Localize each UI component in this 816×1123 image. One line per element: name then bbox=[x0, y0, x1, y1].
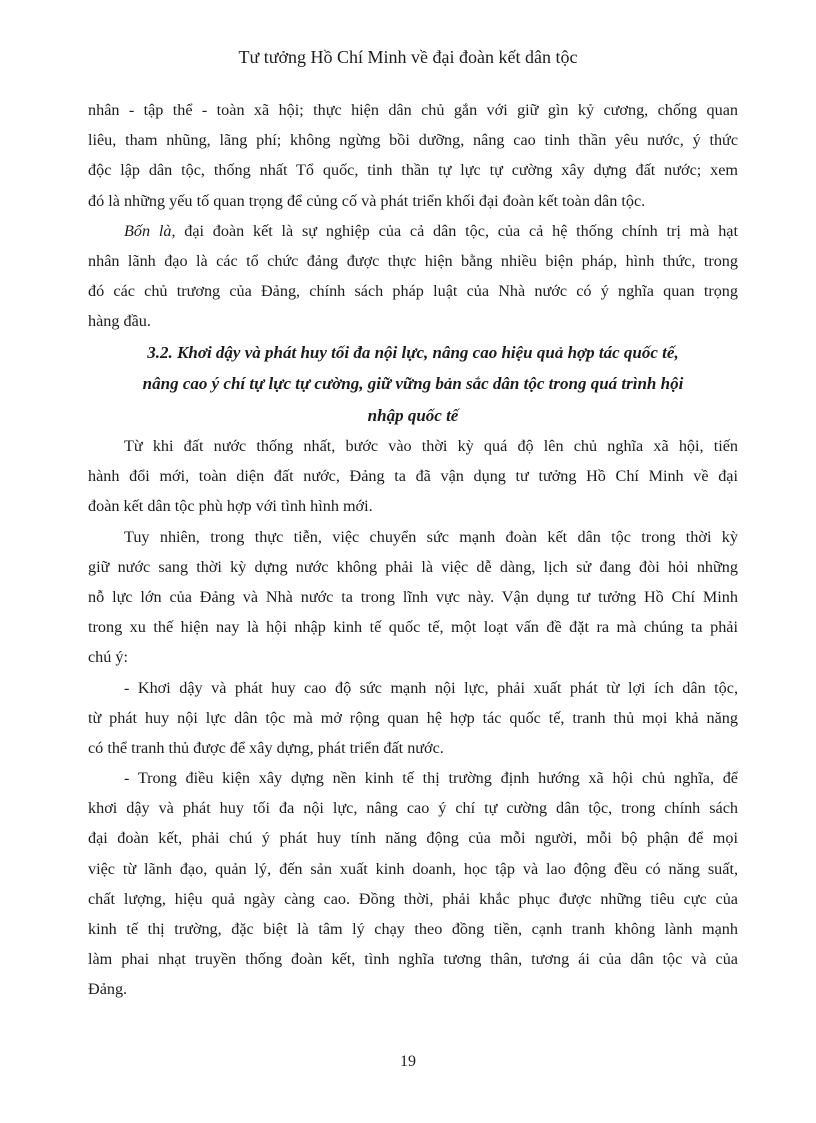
text-line: - Khơi dậy và phát huy cao độ sức mạnh nội lực, phải xuất phát từ lợi ích dân tộc, bbox=[124, 678, 738, 697]
text-line: chú ý: bbox=[88, 648, 129, 667]
paragraph bbox=[88, 763, 738, 1005]
text-line: đó các chủ trương của Đảng, chính sách pháp luật của Nhà nước có ý nghĩa quan trọng bbox=[88, 282, 738, 301]
page-body bbox=[88, 95, 738, 1005]
text-line: hành đổi mới, toàn diện đất nước, Đảng ta đã vận dụng tư tưởng Hồ Chí Minh về đại bbox=[88, 467, 738, 486]
paragraph bbox=[88, 95, 738, 216]
section-heading bbox=[88, 337, 738, 432]
paragraph bbox=[88, 522, 738, 673]
text-line bbox=[88, 216, 738, 246]
text-line: Tuy nhiên, trong thực tiễn, việc chuyển sức mạnh đoàn kết dân tộc trong thời kỳ bbox=[124, 527, 738, 546]
text-line: giữ nước sang thời kỳ dựng nước không phải là việc dễ dàng, lịch sử đang đòi hỏi những bbox=[88, 557, 738, 576]
text-line: đoàn kết dân tộc phù hợp với tình hình mới. bbox=[88, 497, 373, 516]
text-line: từ phát huy nội lực dân tộc mà mở rộng quan hệ hợp tác quốc tế, tranh thủ mọi khả năng bbox=[88, 708, 738, 727]
text-line: hàng đầu. bbox=[88, 312, 151, 331]
text-line: nhân lãnh đạo là các tổ chức đảng được thực hiện bằng nhiều biện pháp, hình thức, trong bbox=[88, 251, 738, 270]
heading-line: nâng cao ý chí tự lực tự cường, giữ vững bản sắc dân tộc trong quá trình hội bbox=[142, 374, 684, 393]
text-line: độc lập dân tộc, thống nhất Tổ quốc, tinh thần tự lực tự cường xây dựng đất nước; xem bbox=[88, 161, 738, 180]
text-line: làm phai nhạt truyền thống đoàn kết, tình nghĩa tương thân, tương ái của dân tộc và của bbox=[88, 950, 738, 969]
paragraph bbox=[88, 216, 738, 337]
text-line: đó là những yếu tố quan trọng để củng cố và phát triển khối đại đoàn kết toàn dân tộc. bbox=[88, 191, 646, 210]
heading-line: 3.2. Khơi dậy và phát huy tối đa nội lực, nâng cao hiệu quả hợp tác quốc tế, bbox=[147, 342, 679, 362]
paragraph bbox=[88, 673, 738, 764]
text-line: kinh tế thị trường, đặc biệt là tâm lý chạy theo đồng tiền, cạnh tranh không lành mạnh bbox=[88, 920, 738, 938]
text-line: đại đoàn kết, phải chú ý phát huy tính năng động của mỗi người, mỗi bộ phận để mọi bbox=[88, 829, 738, 848]
text-line: trong xu thế hiện nay là hội nhập kinh tế quốc tế, một loạt vấn đề đặt ra mà chúng ta phải bbox=[88, 618, 738, 637]
text-line: khơi dậy và phát huy tối đa nội lực, nâng cao ý chí tự cường dân tộc, trong chính sách bbox=[88, 799, 738, 818]
paragraph bbox=[88, 431, 738, 522]
running-header: Tư tưởng Hồ Chí Minh về đại đoàn kết dân tộc bbox=[238, 47, 578, 67]
text-line-rest: , đại đoàn kết là sự nghiệp của cả dân tộc, của cả hệ thống chính trị mà hạt bbox=[171, 221, 738, 240]
text-line: chất lượng, hiệu quả ngày càng cao. Đồng thời, phải khắc phục được những tiêu cực của bbox=[88, 889, 738, 908]
text-line: Đảng. bbox=[88, 980, 128, 999]
text-line: nỗ lực lớn của Đảng và Nhà nước ta trong lĩnh vực này. Vận dụng tư tưởng Hồ Chí Minh bbox=[88, 587, 738, 606]
text-line: nhân - tập thể - toàn xã hội; thực hiện dân chủ gắn với giữ gìn kỷ cương, chống quan bbox=[88, 101, 738, 119]
text-line: - Trong điều kiện xây dựng nền kinh tế thị trường định hướng xã hội chủ nghĩa, để bbox=[124, 769, 738, 788]
page-number: 19 bbox=[400, 1053, 416, 1070]
text-line: có thể tranh thủ được để xây dựng, phát triển đất nước. bbox=[88, 738, 444, 757]
text-line: liêu, tham nhũng, lãng phí; không ngừng bồi dưỡng, nâng cao tinh thần yêu nước, ý thức bbox=[88, 131, 738, 150]
text-line: việc từ lãnh đạo, quản lý, đến sản xuất kinh doanh, học tập và lao động đều có năng suất, bbox=[88, 859, 738, 878]
text-line: Từ khi đất nước thống nhất, bước vào thời kỳ quá độ lên chủ nghĩa xã hội, tiến bbox=[124, 437, 738, 455]
italic-lead: Bốn là bbox=[124, 221, 172, 240]
heading-line: nhập quốc tế bbox=[367, 405, 459, 425]
